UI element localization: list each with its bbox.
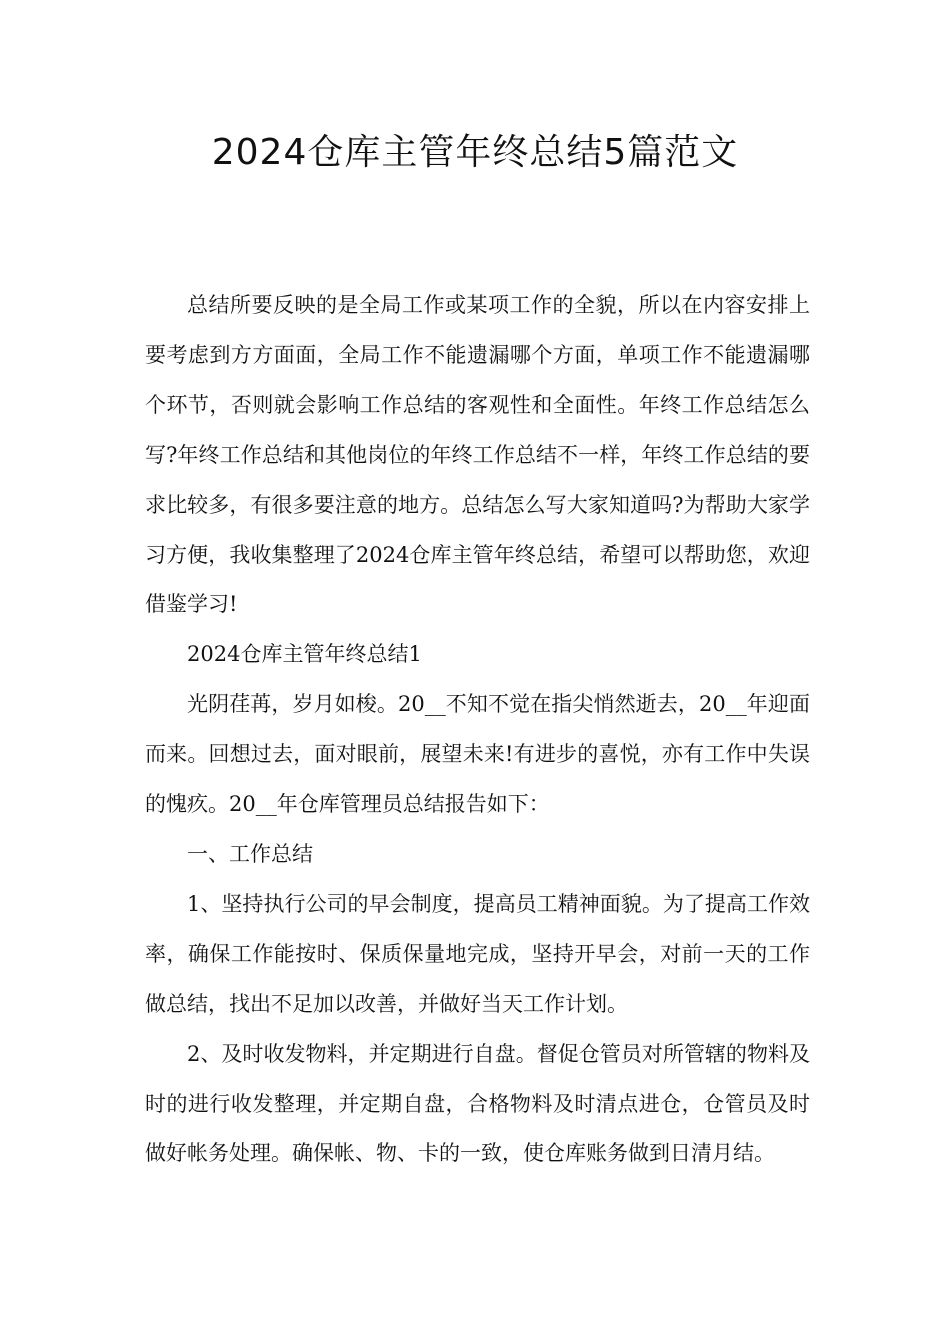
document-body [145, 281, 810, 1179]
opening-paragraph: 光阴荏苒，岁月如梭。20__不知不觉在指尖悄然逝去，20__年迎面而来。回想过去，面对眼前，展望未来!有进步的喜悦，亦有工作中失误的愧疚。20__年仓库管理员总结报告如下： [145, 692, 810, 817]
list-item-morning-meeting: 1、坚持执行公司的早会制度，提高员工精神面貌。为了提高工作效率，确保工作能按时、保质保量地完成，坚持开早会，对前一天的工作做总结，找出不足加以改善，并做好当天工作计划。 [145, 891, 810, 1016]
section-heading-work-summary: 一、工作总结 [187, 841, 313, 866]
document-title: 2024仓库主管年终总结5篇范文 [211, 132, 739, 173]
section-heading-summary-1: 2024仓库主管年终总结1 [187, 642, 422, 667]
list-item-material-handling: 2、及时收发物料，并定期进行自盘。督促仓管员对所管辖的物料及时的进行收发整理，并定期自盘，合格物料及时清点进仓，仓管员及时做好帐务处理。确保帐、物、卡的一致，使仓库账务做到日清月结。 [145, 1041, 810, 1166]
intro-paragraph: 总结所要反映的是全局工作或某项工作的全貌，所以在内容安排上要考虑到方方面面，全局工作不能遗漏哪个方面，单项工作不能遗漏哪个环节，否则就会影响工作总结的客观性和全面性。年终工作总结怎么写?年终工作总结和其他岗位的年终工作总结不一样，年终工作总结的要求比较多，有很多要注意的地方。总结怎么写大家知道吗?为帮助大家学习方便，我收集整理了2024仓库主管年终总结，希望可以帮助您，欢迎借鉴学习! [145, 293, 810, 617]
